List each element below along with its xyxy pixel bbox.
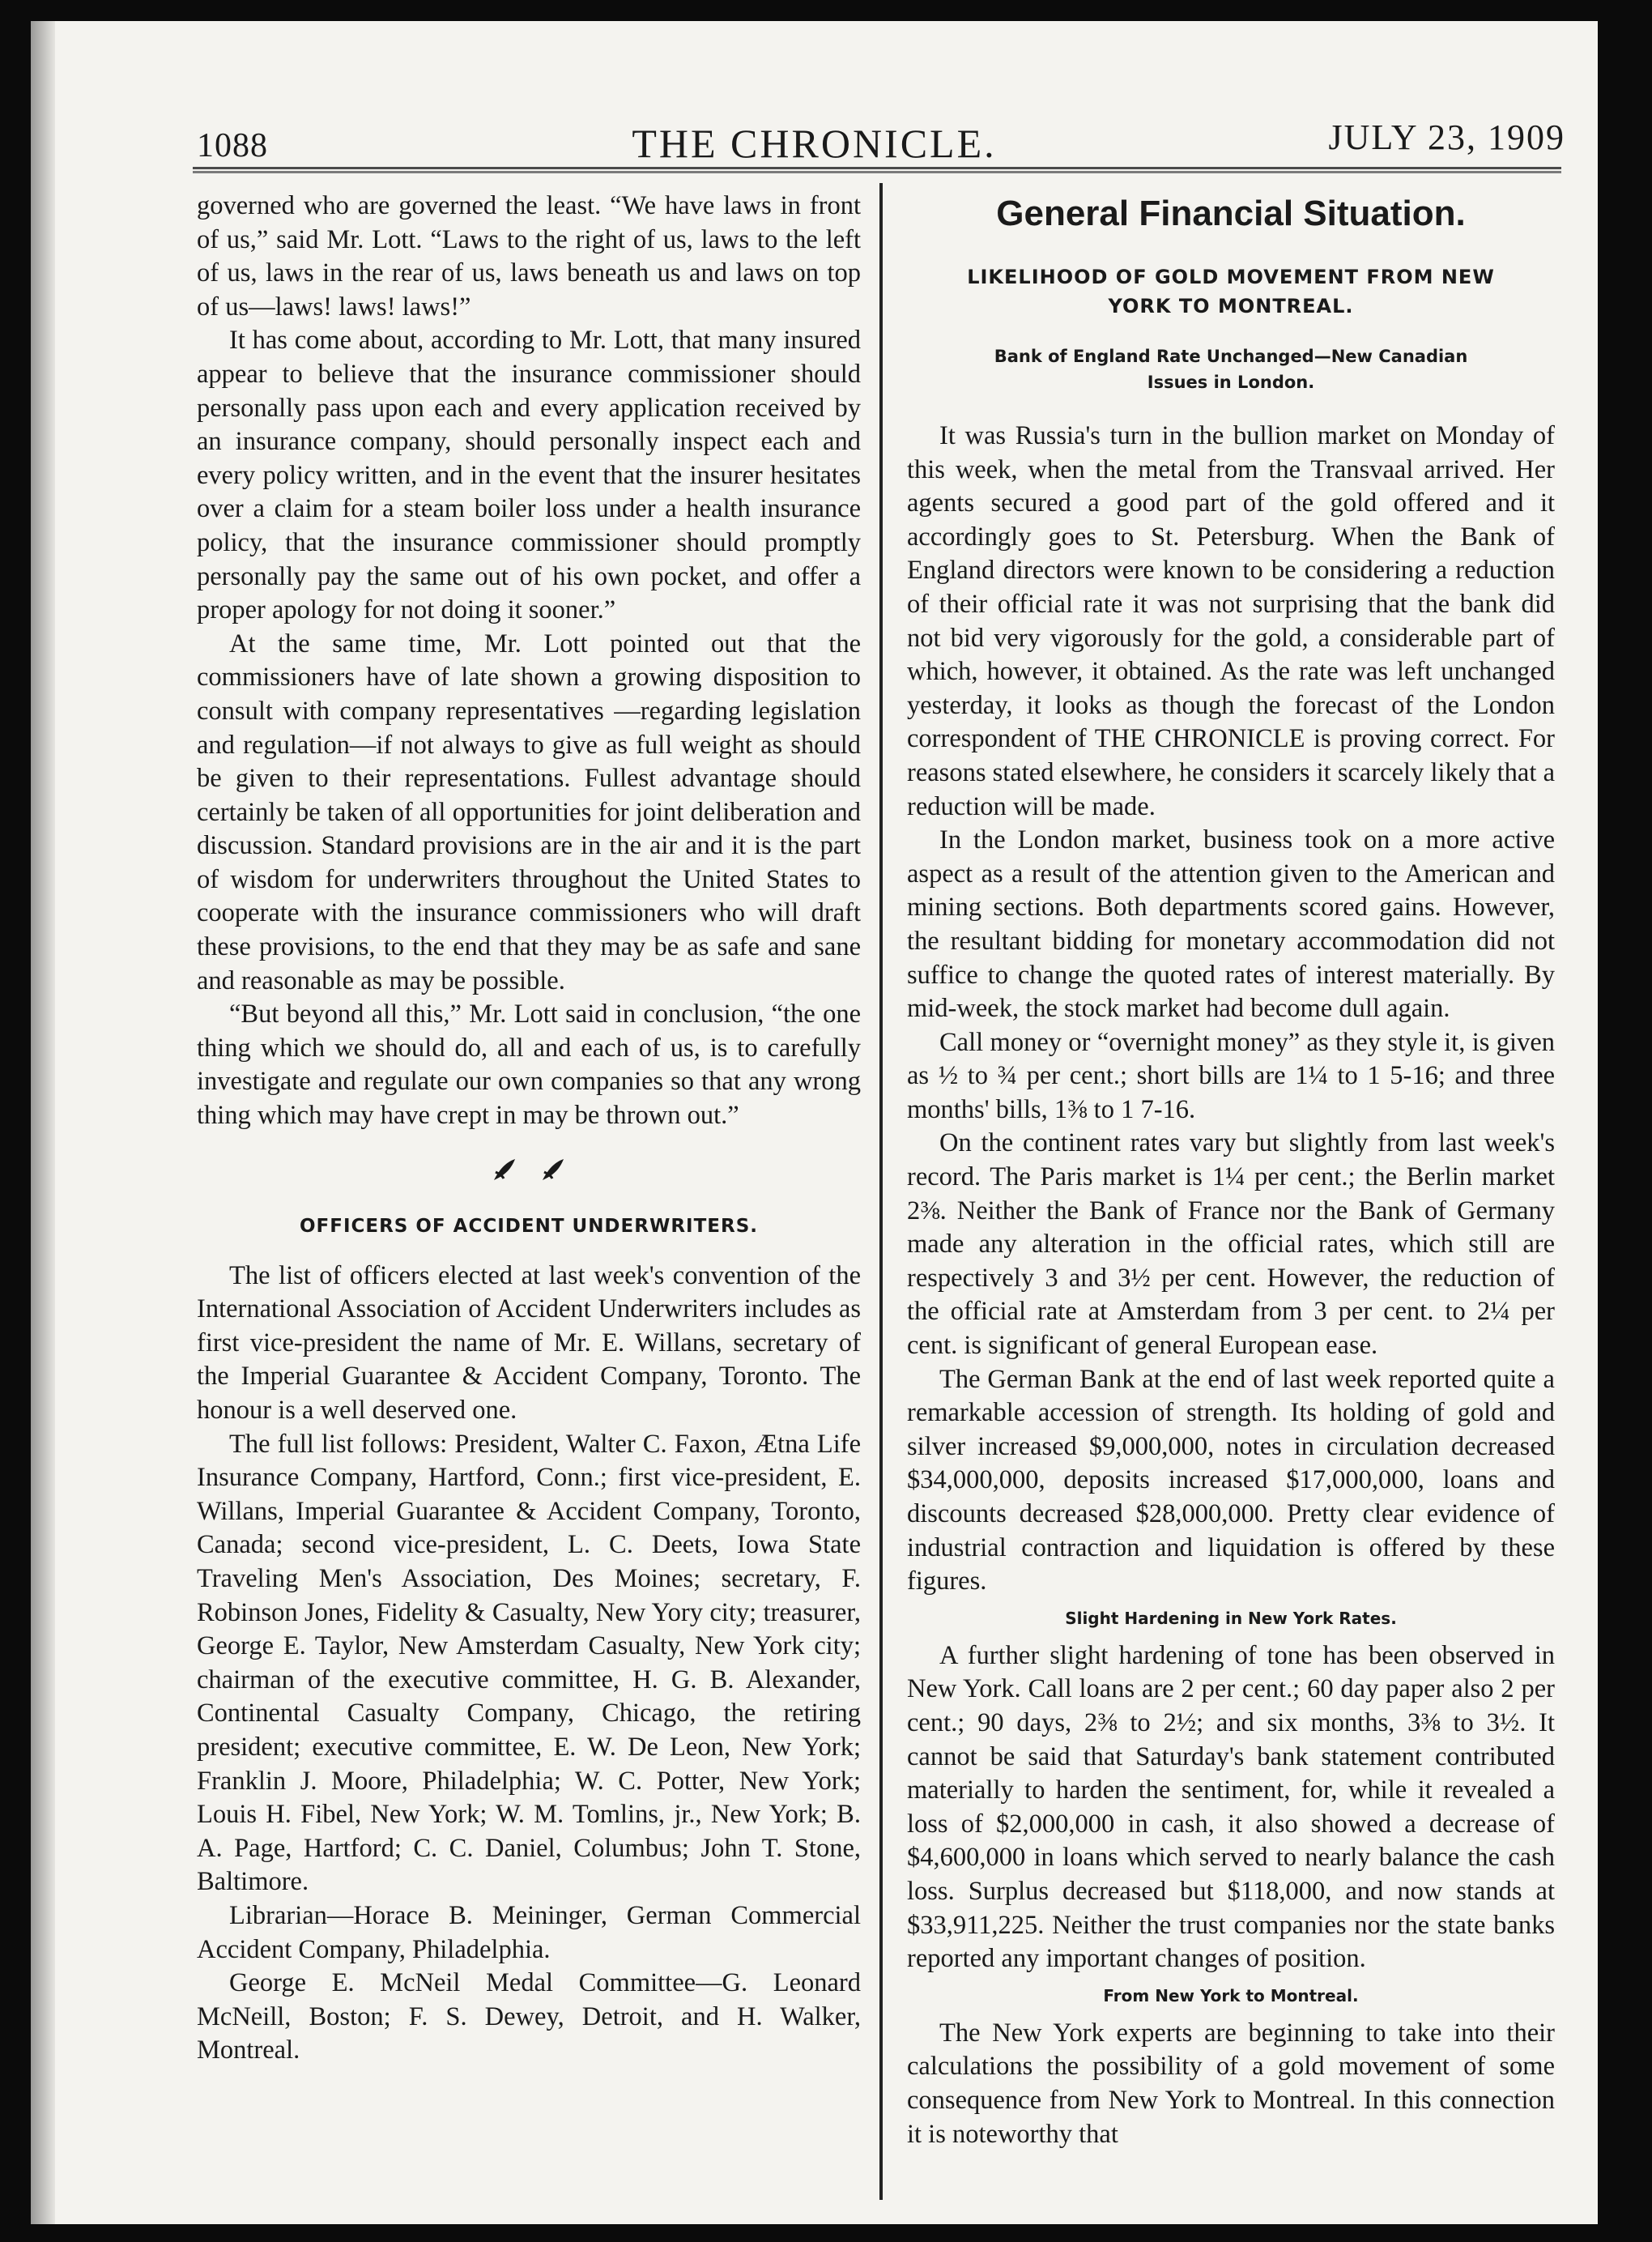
paragraph: Call money or “overnight money” as they style it, is given as ½ to ¾ per cent.; short bills are 1¼ to 1 5-16; and three months' bills, 1⅜ to 1 7-16.: [907, 1027, 1555, 1124]
leaf-ornament-icon: [491, 1156, 518, 1183]
section-ornament: [197, 1156, 861, 1188]
section-heading: Slight Hardening in New York Rates.: [1065, 1608, 1397, 1628]
binding-shadow: [31, 21, 55, 2224]
paragraph: On the continent rates vary but slightly from last week's record. The Paris market is 1¼ per cent.; the Berlin market 2⅜. Neither the Bank of France nor the Bank of Germany made any alteration in the official rates, which still are respectively 3 and 3½ per cent. However, the reduction of the official rate at Amsterdam from 3 per cent. to 2¼ per cent. is significant of general European ease.: [907, 1128, 1555, 1361]
paragraph: “But beyond all this,” Mr. Lott said in conclusion, “the one thing which we should do, all and each of us, is to carefully investigate and regulate our own companies so that any wrong thing which may have crept in may be thrown out.”: [197, 1000, 861, 1131]
article-deck: Bank of England Rate Unchanged—New Canadian Issues in London.: [994, 347, 1468, 392]
paragraph: In the London market, business took on a more active aspect as a result of the attention given to the American and mining sections. Both departments scored gains. However, the resultant bidding for monetary accommodation did not suffice to change the quoted rates of interest materially. By mid-week, the stock market had become dull again.: [907, 825, 1555, 1024]
paragraph: A further slight hardening of tone has been observed in New York. Call loans are 2 per cent.; 60 day paper also 2 per cent.; 90 days, 2⅜ to 2½; and six months, 3⅜ to 3½. It cannot be said that Saturday's bank statement contributed materially to harden the sentiment, for, while it revealed a loss of $2,000,000 in cash, it also showed a decrease of $4,600,000 in loans which served to nearly balance the cash loss. Surplus decreased but $118,000, and now stands at $33,911,225. Neither the trust companies nor the state banks reported any important changes of position.: [907, 1640, 1555, 1974]
column-divider: [879, 183, 883, 2200]
paragraph: Librarian—Horace B. Meininger, German Commercial Accident Company, Philadelphia.: [197, 1900, 861, 1964]
paragraph: The New York experts are beginning to take into their calculations the possibility of a gold movement of some consequence from New York to Montreal. In this connection it is noteworthy that: [907, 2018, 1555, 2149]
article-subheadline: LIKELIHOOD OF GOLD MOVEMENT FROM NEW YORK TO MONTREAL.: [967, 266, 1495, 318]
paragraph: governed who are governed the least. “We have laws in front of us,” said Mr. Lott. “Laws to the right of us, laws to the left of us, laws in the rear of us, laws beneath us and laws on top of us—laws! laws! laws!”: [197, 191, 861, 322]
paragraph: George E. McNeil Medal Committee—G. Leonard McNeill, Boston; F. S. Dewey, Detroit, and H. Walker, Montreal.: [197, 1968, 861, 2065]
paragraph: The list of officers elected at last week's convention of the International Association of Accident Underwriters includes as first vice-president the name of Mr. E. Willans, secretary of the Imperial Guarantee & Accident Company, Toronto. The honour is a well deserved one.: [197, 1260, 861, 1425]
section-heading: OFFICERS OF ACCIDENT UNDERWRITERS.: [299, 1215, 759, 1237]
journal-title: THE CHRONICLE.: [632, 121, 997, 166]
section-heading: From New York to Montreal.: [1103, 1985, 1359, 2005]
paragraph: It has come about, according to Mr. Lott, that many insured appear to believe that the insurance commissioner should personally pass upon each and every application received by an insurance company, should personally inspect each and every policy written, and in the event that the insurer hesitates over a claim for a steam boiler loss under a health insurance policy, that the insurance commissioner should promptly personally pay the same out of his own pocket, and offer a proper apology for not doing it sooner.”: [197, 326, 861, 625]
paragraph: The German Bank at the end of last week reported quite a remarkable accession of strength. Its holding of gold and silver increased $9,000,000, notes in circulation decreased $34,000,000, deposits increased $17,000,000, loans and discounts decreased $28,000,000. Pretty clear evidence of industrial contraction and liquidation is offered by these figures.: [907, 1364, 1555, 1596]
right-column: [907, 190, 1555, 2151]
left-column: [197, 190, 861, 2068]
paragraph: The full list follows: President, Walter C. Faxon, Ætna Life Insurance Company, Hartford, Conn.; first vice-president, E. Willans, Imperial Guarantee & Accident Company, Toronto, Canada; second vice-president, L. C. Deets, Iowa State Traveling Men's Association, Des Moines; secretary, F. Robinson Jones, Fidelity & Casualty, New Yory city; treasurer, George E. Taylor, New Amsterdam Casualty, New York city; chairman of the executive committee, H. G. B. Alexander, Continental Casualty Company, Chicago, the retiring president; executive committee, E. W. De Leon, New York; Franklin J. Moore, Philadelphia; W. C. Potter, New York; Louis H. Fibel, New York; W. M. Tomlins, jr., New York; B. A. Page, Hartford; C. C. Daniel, Columbus; John T. Stone, Baltimore.: [197, 1429, 861, 1897]
paragraph: It was Russia's turn in the bullion market on Monday of this week, when the metal from the Transvaal arrived. Her agents secured a good part of the gold offered and it accordingly goes to St. Petersburg. When the Bank of England directors were known to be considering a reduction of their official rate it was not surprising that the bank did not bid very vigorously for the gold, a considerable part of which, however, it obtained. As the rate was left unchanged yesterday, it looks as though the forecast of the London correspondent of THE CHRONICLE is proving correct. For reasons stated elsewhere, he considers it scarcely likely that a reduction will be made.: [907, 421, 1555, 821]
header-rule: [193, 167, 1561, 173]
page-number: 1088: [197, 127, 268, 164]
paragraph: At the same time, Mr. Lott pointed out that the commissioners have of late shown a growing disposition to consult with company representatives —regarding legislation and regulation—if not always to give as full weight as should be given to their representations. Fullest advantage should certainly be taken of all opportunities for joint deliberation and discussion. Standard provisions are in the air and it is the part of wisdom for underwriters throughout the United States to cooperate with the insurance commissioners who will draft these provisions, to the end that they may be as safe and sane and reasonable as may be possible.: [197, 629, 861, 995]
leaf-ornament-icon: [539, 1156, 567, 1183]
article-headline: General Financial Situation.: [996, 194, 1466, 233]
page-header: [31, 102, 1598, 167]
newspaper-page: [31, 21, 1598, 2224]
issue-date: JULY 23, 1909: [1328, 117, 1565, 157]
